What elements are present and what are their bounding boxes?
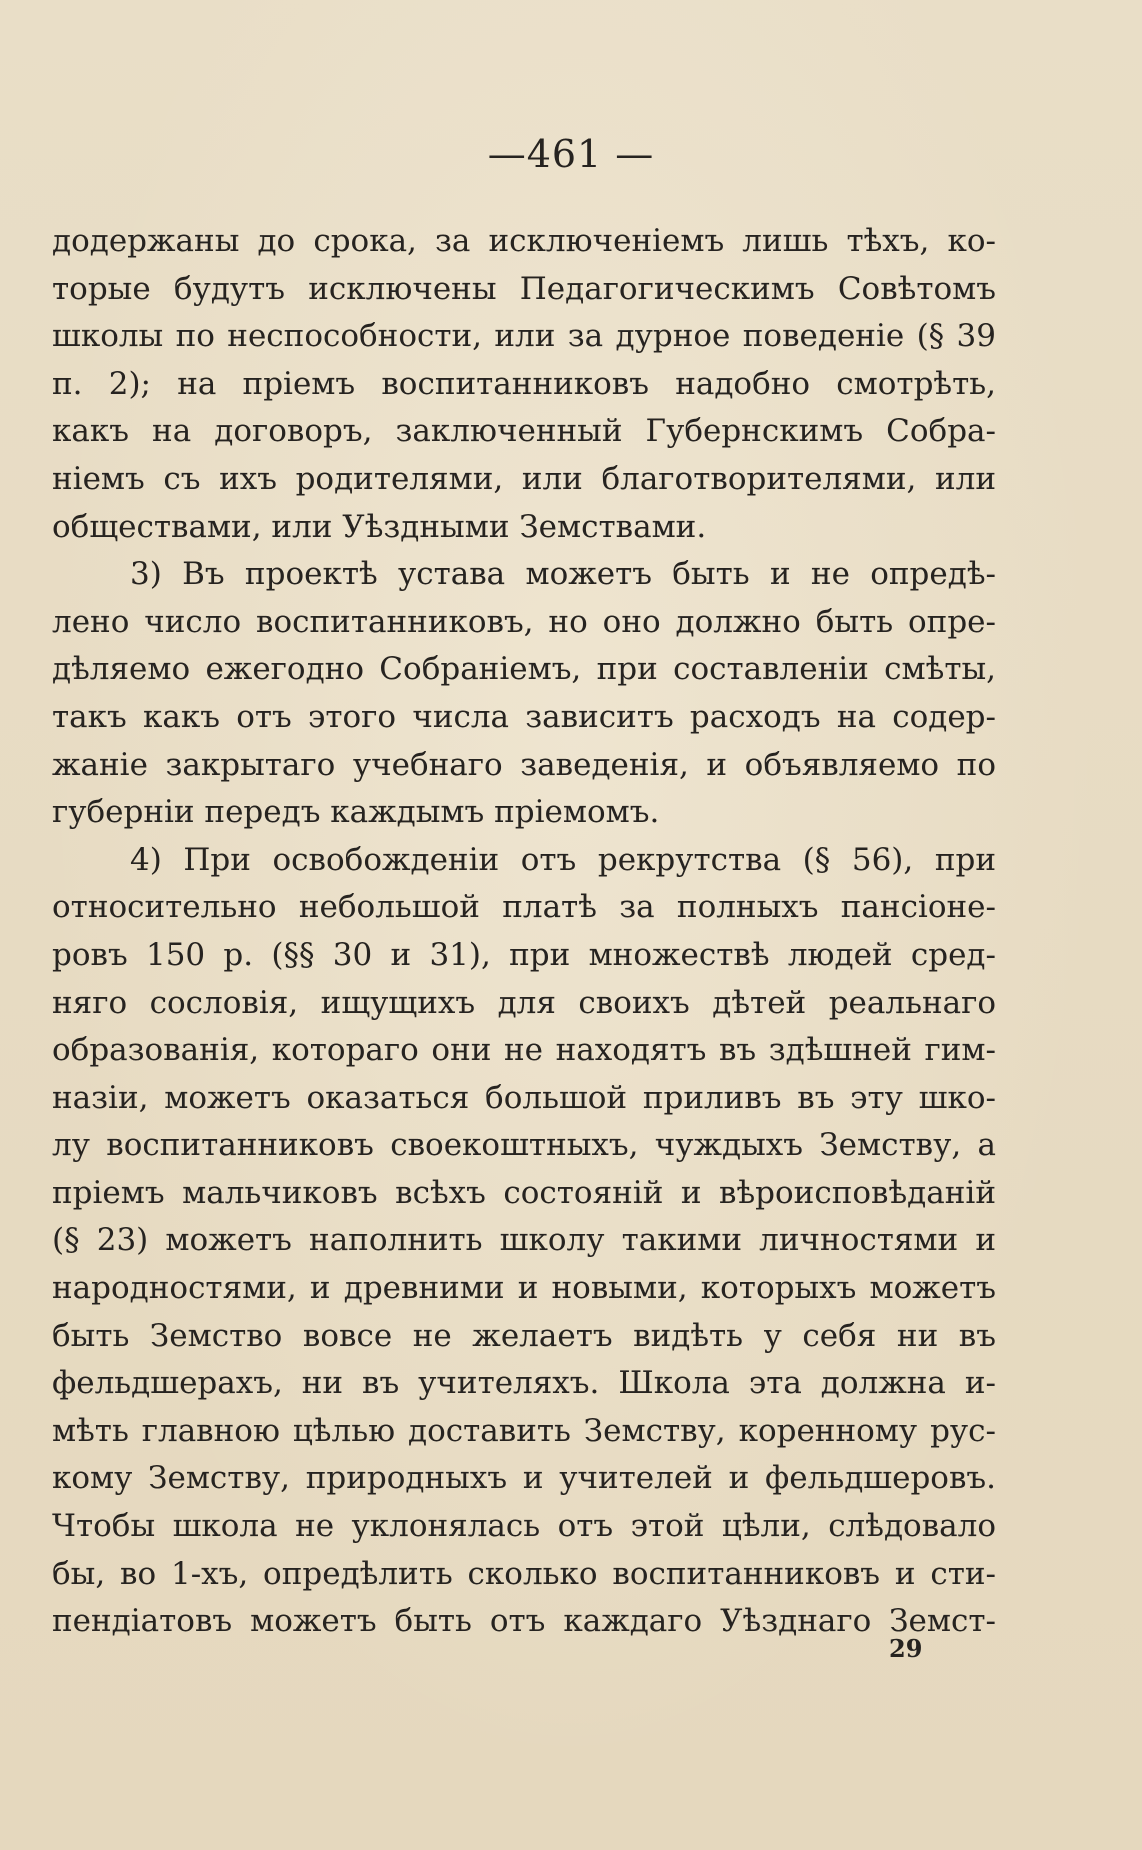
printer-signature-mark: 29 (889, 1634, 923, 1663)
text-line: лено число воспитанниковъ, но оно должно быть опре- (52, 603, 996, 640)
text-line: назiи, можетъ оказаться большой приливъ въ эту шко- (52, 1079, 996, 1116)
text-line: жанiе закрытаго учебнаго заведенiя, и объявляемо по (52, 746, 996, 783)
text-line: дѣляемо ежегодно Собранiемъ, при составленiи смѣты, (52, 651, 996, 688)
text-line: нiемъ съ ихъ родителями, или благотворителями, или (52, 460, 996, 497)
page-number: —461 — (487, 132, 655, 176)
text-line: школы по неспособности, или за дурное поведенiе (§ 39 (52, 318, 996, 355)
text-line: додержаны до срока, за исключенiемъ лишь тѣхъ, ко- (52, 223, 996, 259)
text-line: образованiя, котораго они не находятъ въ здѣшней гим- (52, 1032, 996, 1069)
text-line: такъ какъ отъ этого числа зависитъ расходъ на содер- (52, 698, 996, 735)
text-line: губернiи передъ каждымъ прiемомъ. (52, 794, 660, 831)
text-line: прiемъ мальчиковъ всѣхъ состоянiй и вѣроисповѣданiй (52, 1174, 996, 1211)
text-line: какъ на договоръ, заключенный Губернскимъ Собра- (52, 413, 996, 450)
text-line: (§ 23) можетъ наполнить школу такими личностями и (52, 1222, 996, 1259)
text-line: Чтобы школа не уклонялась отъ этой цѣли, слѣдовало (52, 1508, 996, 1545)
text-line: пендiатовъ можетъ быть отъ каждаго Уѣзднаго Земст- (52, 1603, 996, 1640)
text-line: няго сословiя, ищущихъ для своихъ дѣтей реальнаго (52, 984, 996, 1021)
text-line: фельдшерахъ, ни въ учителяхъ. Школа эта должна и- (52, 1365, 996, 1402)
paragraph-start: 4) При освобожденiи отъ рекрутства (§ 56), при (130, 841, 996, 878)
text-line: лу воспитанниковъ своекоштныхъ, чуждыхъ Земству, а (52, 1127, 996, 1164)
text-line: быть Земство вовсе не желаетъ видѣть у себя ни въ (52, 1317, 996, 1354)
text-line: мѣть главною цѣлью доставить Земству, коренному рус- (52, 1412, 996, 1449)
text-line: п. 2); на прiемъ воспитанниковъ надобно смотрѣть, (52, 365, 996, 402)
text-line: ровъ 150 р. (§§ 30 и 31), при множествѣ людей сред- (52, 936, 996, 973)
text-line: народностями, и древними и новыми, которыхъ можетъ (52, 1270, 996, 1307)
text-line: относительно небольшой платѣ за полныхъ пансiоне- (52, 889, 996, 926)
text-line: обществами, или Уѣздными Земствами. (52, 508, 707, 545)
paragraph-start: 3) Въ проектѣ устава можетъ быть и не опредѣ- (130, 556, 996, 593)
text-line: бы, во 1-хъ, опредѣлить сколько воспитанниковъ и сти- (52, 1555, 996, 1592)
text-line: кому Земству, природныхъ и учителей и фельдшеровъ. (52, 1460, 996, 1497)
body-text (52, 218, 996, 1646)
text-line: торые будутъ исключены Педагогическимъ Совѣтомъ (52, 270, 996, 307)
